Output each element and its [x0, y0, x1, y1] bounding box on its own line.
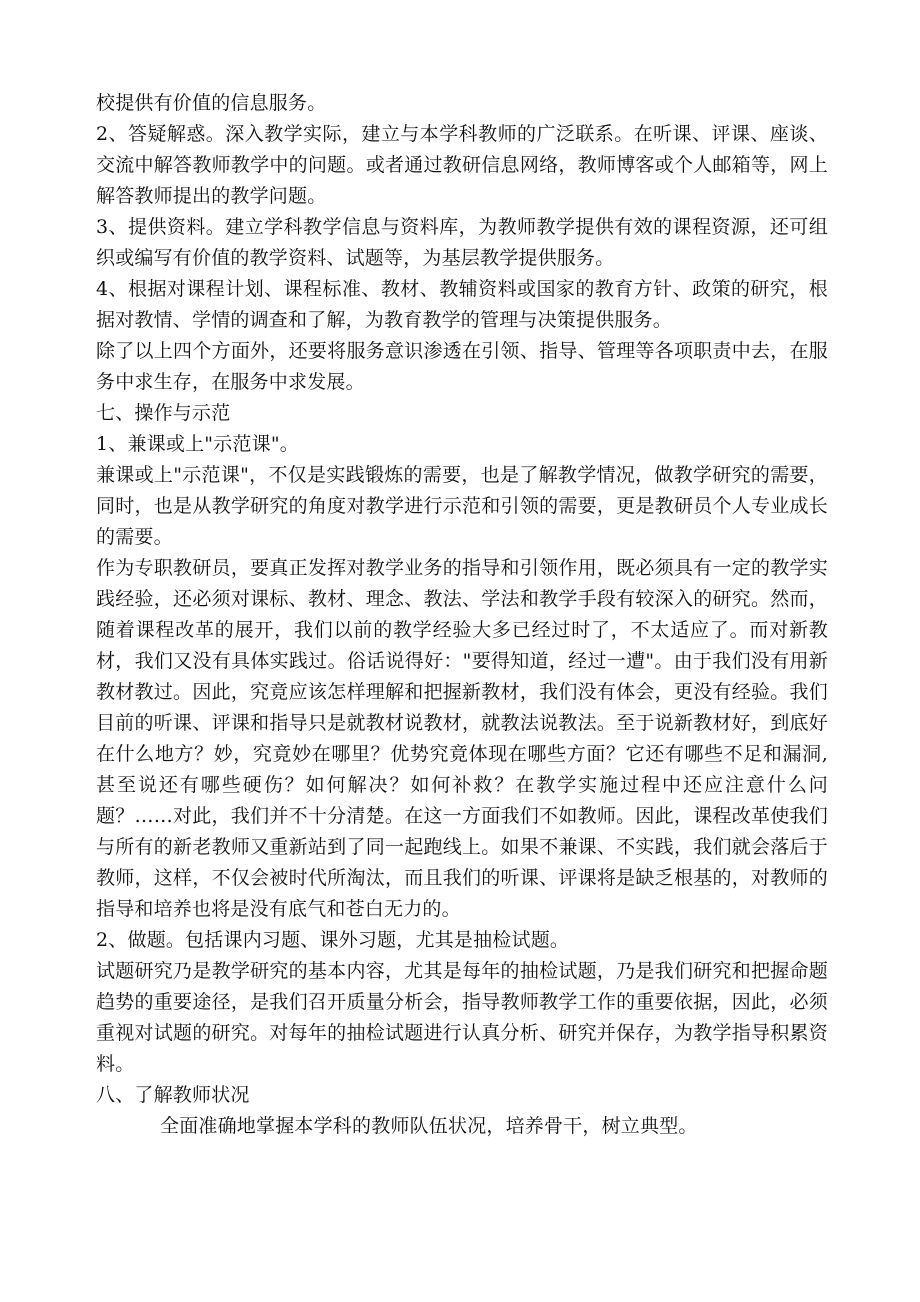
paragraph-service-continued: 校提供有价值的信息服务。	[96, 92, 327, 114]
paragraph-teacher-status: 全面准确地掌握本学科的教师队伍状况，培养骨干，树立典型。	[160, 1115, 698, 1137]
paragraph-researcher-role: 作为专职教研员，要真正发挥对教学业务的指导和引领作用，既必须具有一定的教学实践经验，还必须对课标、教材、理念、教法、学法和教学手段有较深入的研究。然而，随着课程改革的展开，我们以前的教学经验大多已经过时了，不太适应了。而对新教材，我们又没有具体实践过。俗话说得好："要得知道，经过一遭"。由于我们没有用新教材教过。因此，究竟应该怎样理解和把握新教材，我们没有体会，更没有经验。我们目前的听课、评课和指导只是就教材说教材，就教法说教法。至于说新教材好，到底好在什么地方？妙，究竟妙在哪里？优势究竟体现在哪些方面？它还有哪些不足和漏洞,甚至说还有哪些硬伤？如何解决？如何补救？在教学实施过程中还应注意什么问题？……对此，我们并不十分清楚。在这一方面我们不如教师。因此，课程改革使我们与所有的新老教师又重新站到了同一起跑线上。如果不兼课、不实践，我们就会落后于教师，这样，不仅会被时代所淘汰，而且我们的听课、评课将是缺乏根基的，对教师的指导和培养也将是没有底气和苍白无力的。	[96, 557, 828, 920]
paragraph-test-research: 试题研究乃是教学研究的基本内容，尤其是每年的抽检试题，乃是我们研究和把握命题趋势的重要途径，是我们召开质量分析会，指导教师教学工作的重要依据，因此，必须重视对试题的研究。对每年的抽检试题进行认真分析、研究并保存，为教学指导积累资料。	[96, 960, 828, 1075]
section-heading-7: 七、操作与示范	[96, 402, 231, 424]
paragraph-provide-materials: 3、提供资料。建立学科教学信息与资料库，为教师教学提供有效的课程资源，还可组织或编写有价值的教学资料、试题等，为基层教学提供服务。	[96, 216, 828, 269]
paragraph-decision-support: 4、根据对课程计划、课程标准、教材、教辅资料或国家的教育方针、政策的研究，根据对教情、学情的调查和了解，为教育教学的管理与决策提供服务。	[96, 278, 828, 331]
section-heading-8: 八、了解教师状况	[96, 1084, 250, 1106]
document-page	[96, 88, 828, 1142]
paragraph-answer-questions: 2、答疑解惑。深入教学实际，建立与本学科教师的广泛联系。在听课、评课、座谈、交流中解答教师教学中的问题。或者通过教研信息网络，教师博客或个人邮箱等，网上解答教师提出的教学问题。	[96, 123, 828, 207]
paragraph-service-summary: 除了以上四个方面外，还要将服务意识渗透在引领、指导、管理等各项职责中去，在服务中求生存，在服务中求发展。	[96, 340, 828, 393]
paragraph-demo-class: 兼课或上"示范课"，不仅是实践锻炼的需要，也是了解教学情况，做教学研究的需要，同时，也是从教学研究的角度对教学进行示范和引领的需要，更是教研员个人专业成长的需要。	[96, 464, 828, 548]
subheading-exercises: 2、做题。包括课内习题、课外习题，尤其是抽检试题。	[96, 929, 570, 951]
subheading-demo-class: 1、兼课或上"示范课"。	[96, 433, 299, 455]
